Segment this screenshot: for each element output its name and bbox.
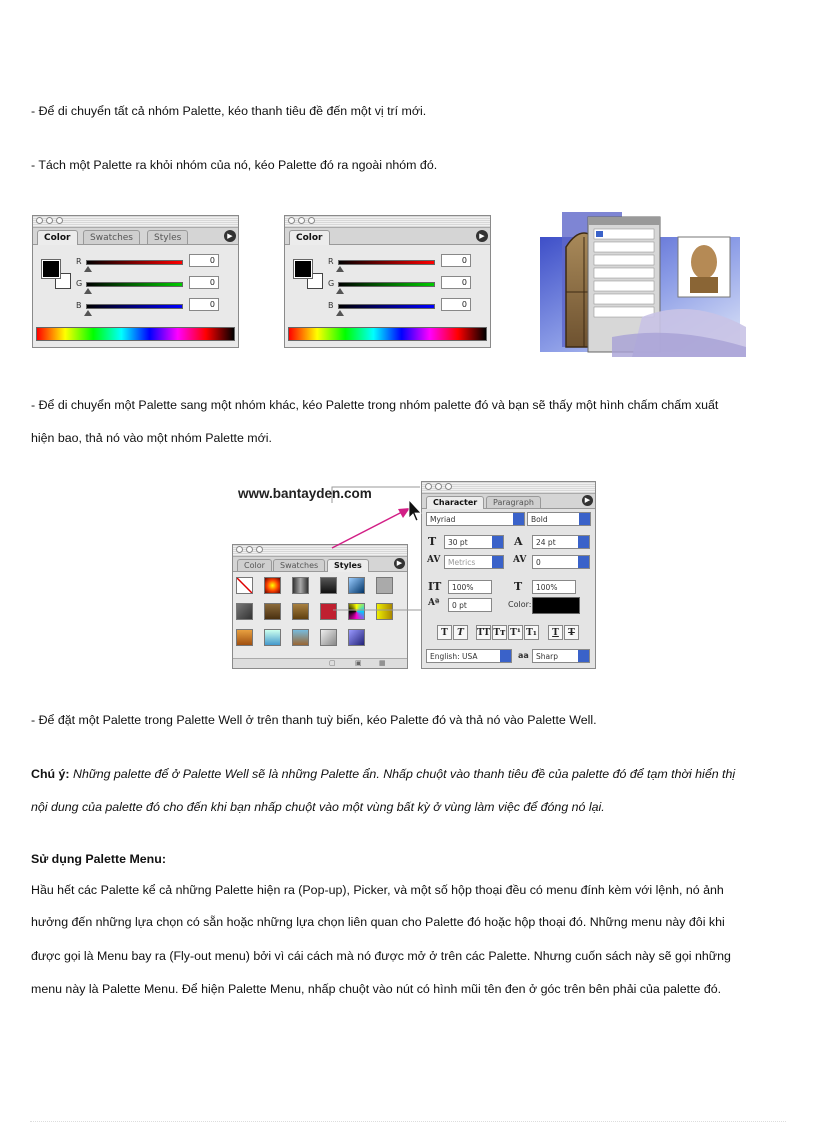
color-palette-grouped [32,215,239,348]
paragraph-move-palette-line2: hiện bao, thả nó vào một nhóm Palette mới. [31,431,272,445]
horizontal-scale-icon: T [514,580,523,593]
paragraph-move-group: - Để di chuyển tất cả nhóm Palette, kéo thanh tiêu đề đến một vị trí mới. [31,104,427,118]
g-slider-thumb-icon[interactable] [84,288,92,294]
tab-styles[interactable]: Styles [327,559,369,572]
note-text-line1: Những palette để ở Palette Well sẽ là những Palette ẩn. Nhấp chuột vào thanh tiêu đề của palette đó để tạm thời hiển thị [73,767,736,781]
note-label: Chú ý: [31,767,70,781]
b-value-field[interactable]: 0 [189,298,219,311]
tab-styles[interactable]: Styles [147,230,188,244]
tab-color[interactable]: Color [289,230,330,245]
b-value-field[interactable]: 0 [441,298,471,311]
g-slider[interactable] [338,282,435,287]
tracking-icon: AV [513,555,527,565]
color-label: Color: [508,600,532,609]
tab-swatches[interactable]: Swatches [83,230,140,244]
section-heading: Sử dụng Palette Menu: [31,852,166,866]
font-size-value: 30 pt [448,538,468,547]
tab-paragraph[interactable]: Paragraph [486,496,541,508]
channel-b-label: B [76,301,82,310]
r-slider[interactable] [86,260,183,265]
body-line2: hưởng đến những lựa chọn có sẵn hoặc những lựa chọn liên quan cho Palette đó hoặc hộp thoại đó. Những menu này đôi khi [31,915,725,929]
faux-bold-button[interactable]: T [437,625,452,640]
paragraph-move-palette-line1: - Để di chuyển một Palette sang một nhóm khác, kéo Palette trong nhóm palette đó và bạn sẽ thấy một hình chấm chấm xuất [31,398,719,412]
g-value-field[interactable]: 0 [189,276,219,289]
vertical-scale-icon: IT [428,580,442,593]
channel-g-label: G [76,279,83,288]
channel-r-label: R [76,257,82,266]
paragraph-separate-palette: - Tách một Palette ra khỏi nhóm của nó, kéo Palette đó ra ngoài nhóm đó. [31,158,438,172]
baseline-shift-field[interactable]: 0 pt [448,598,492,612]
paragraph-palette-well: - Để đặt một Palette trong Palette Well ở trên thanh tuỳ biến, kéo Palette đó và thả nó vào Palette Well. [31,713,597,727]
g-slider[interactable] [86,282,183,287]
faux-italic-button[interactable]: T [453,625,468,640]
r-slider-thumb-icon[interactable] [336,266,344,272]
horizontal-scale-field[interactable]: 100% [532,580,576,594]
foreground-color-swatch[interactable] [294,260,312,278]
b-slider-thumb-icon[interactable] [84,310,92,316]
r-value-field[interactable]: 0 [189,254,219,267]
new-style-icon[interactable]: ▢ [329,659,336,667]
color-spectrum-bar[interactable] [36,327,235,341]
foreground-color-swatch[interactable] [42,260,60,278]
palette-menu-arrow-icon[interactable]: ▶ [476,230,488,242]
underline-button[interactable]: T [548,625,563,640]
language-value: English: USA [430,652,478,661]
leading-icon: A [514,535,523,548]
channel-g-label: G [328,279,335,288]
tab-character[interactable]: Character [426,496,484,509]
font-size-icon: T [428,535,437,548]
superscript-button[interactable]: T¹ [508,625,523,640]
tracking-value: 0 [536,558,541,567]
r-value-field[interactable]: 0 [441,254,471,267]
body-line4: menu này là Palette Menu. Để hiện Palette Menu, nhấp chuột vào nút có hình mũi tên đen ở góc trên bên phải của palette đó. [31,982,722,996]
drag-guide-lines [232,478,602,678]
page-bottom-rule [30,1121,786,1122]
body-line3: được gọi là Menu bay ra (Fly-out menu) bởi vì cái cách mà nó được mở ở trên các Palette. Nhưng cuốn sách này sẽ gọi những [31,949,731,963]
note-line1 [31,766,735,782]
body-line1: Hầu hết các Palette kể cả những Palette hiện ra (Pop-up), Picker, và một số hộp thoại đều có menu đính kèm với lệnh, nó ảnh [31,883,724,897]
g-value-field[interactable]: 0 [441,276,471,289]
subscript-button[interactable]: T₁ [524,625,539,640]
leading-value: 24 pt [536,538,556,547]
antialias-value: Sharp [536,652,558,661]
small-caps-button[interactable]: Tт [492,625,507,640]
new-item-icon[interactable]: ▣ [355,659,362,667]
watermark-url: www.bantayden.com [238,486,372,501]
palette-menu-arrow-icon[interactable]: ▶ [394,558,405,569]
note-text-line2: nội dung của palette đó cho đến khi bạn nhấp chuột vào một vùng bất kỳ ở vùng làm việc để đóng nó lại. [31,800,605,814]
kerning-value: Metrics [448,558,476,567]
palette-menu-arrow-icon[interactable]: ▶ [582,495,593,506]
font-family-value: Myriad [430,515,456,524]
color-palette-separated [284,215,491,348]
g-slider-thumb-icon[interactable] [336,288,344,294]
channel-r-label: R [328,257,334,266]
r-slider[interactable] [338,260,435,265]
channel-b-label: B [328,301,334,310]
kerning-icon: AV [427,555,441,565]
tab-color[interactable]: Color [237,559,272,571]
vertical-scale-field[interactable]: 100% [448,580,492,594]
font-style-value: Bold [531,515,548,524]
trash-icon[interactable]: ▦ [379,659,386,667]
antialias-label: aa [518,651,529,660]
b-slider[interactable] [338,304,435,309]
color-spectrum-bar[interactable] [288,327,487,341]
all-caps-button[interactable]: TT [476,625,491,640]
baseline-shift-icon: Aª [428,598,440,608]
b-slider-thumb-icon[interactable] [336,310,344,316]
tab-color[interactable]: Color [37,230,78,245]
tab-swatches[interactable]: Swatches [273,559,325,571]
b-slider[interactable] [86,304,183,309]
strikethrough-button[interactable]: T [564,625,579,640]
workspace-collage-image [532,207,746,357]
palette-menu-arrow-icon[interactable]: ▶ [224,230,236,242]
r-slider-thumb-icon[interactable] [84,266,92,272]
